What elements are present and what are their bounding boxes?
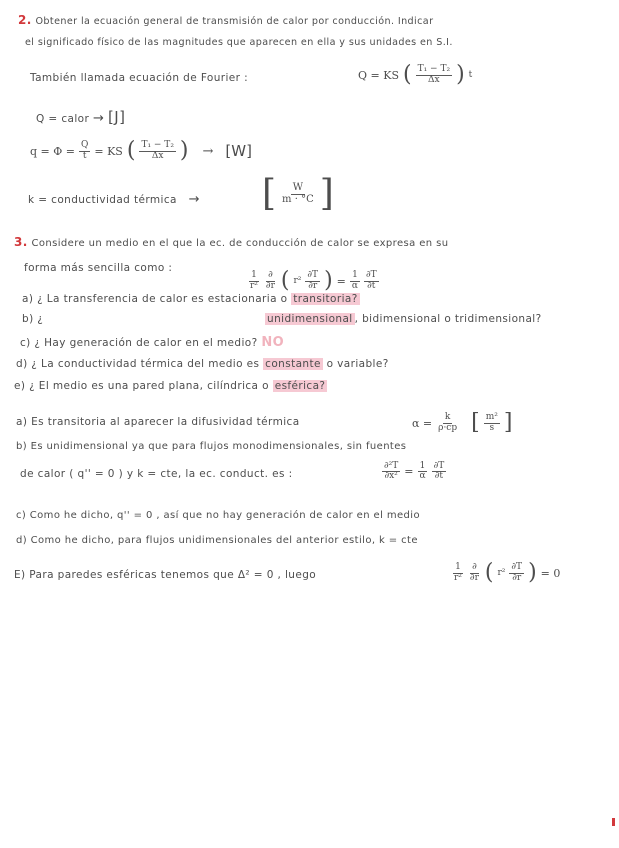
b-frac1-den: ∂x²: [384, 471, 398, 482]
fourier-tail: t: [468, 70, 473, 80]
highlight-unidimensional: unidimensional: [267, 313, 353, 325]
arrow-icon: →: [92, 111, 105, 126]
q-unit: [W]: [225, 142, 252, 160]
bracket-close: ]: [503, 410, 513, 435]
question-b: [22, 313, 542, 325]
b-frac3-num: ∂T: [433, 461, 445, 471]
k-unit-den: m · °C: [282, 193, 314, 205]
q3-intro1: [14, 235, 448, 249]
question-e: [14, 380, 327, 392]
b-frac3-den: ∂t: [434, 471, 444, 482]
question-d-text: d) ¿ La conductividad térmica del medio es: [16, 358, 260, 370]
k-unit: [262, 173, 334, 214]
question-a-text: a) ¿ La transferencia de calor es estacionaria o: [22, 293, 288, 305]
eq-frac2: [264, 271, 277, 291]
e-frac3-num: ∂T: [511, 562, 523, 573]
q3-equation: [248, 270, 379, 292]
eq-frac2-den: ∂r: [265, 280, 275, 291]
answer-b-equation: [382, 462, 446, 482]
answer-a-text: a) Es transitoria al aparecer la difusividad térmica: [16, 416, 300, 428]
arrow-icon: →: [188, 192, 200, 207]
q-lhs: q = Φ =: [30, 144, 75, 158]
eq-frac3-num: ∂T: [307, 270, 319, 281]
bracket-open: [: [262, 173, 277, 214]
b-frac3: [432, 462, 447, 482]
paren-open: (: [126, 138, 136, 163]
q2-number: 2.: [18, 13, 32, 27]
e-frac2-den: ∂r: [469, 572, 479, 583]
paren-close: ): [528, 560, 537, 585]
q2-line1-text: Obtener la ecuación general de transmisión de calor por conducción. Indicar: [35, 16, 434, 27]
fourier-lhs: Q = KS: [358, 68, 399, 82]
eq-equals: =: [336, 274, 346, 288]
Q-def-text: Q = calor: [36, 113, 90, 125]
k-def-text: k = conductividad térmica: [28, 194, 177, 206]
q2-line3: También llamada ecuación de Fourier :: [30, 72, 249, 84]
q-frac1: [79, 141, 90, 161]
question-b-tail: , bidimensional o tridimensional?: [354, 313, 542, 325]
bracket-close: ]: [319, 173, 334, 214]
paren-close: ): [179, 138, 189, 163]
eq-frac3: [305, 271, 320, 291]
eq-frac1: [248, 271, 260, 291]
fourier-equation: [358, 64, 472, 86]
b-equals: =: [404, 465, 414, 479]
question-a: [22, 293, 360, 305]
question-d: [16, 358, 389, 370]
paren-open: (: [402, 62, 412, 87]
k-unit-num: W: [292, 182, 304, 193]
paren-open: (: [280, 268, 290, 293]
eq-frac5: [364, 271, 379, 291]
q3-intro1-text: Considere un medio en el que la ec. de conducción de calor se expresa en su: [31, 238, 449, 249]
answer-b-line2: de calor ( q'' = 0 ) y k = cte, la ec. conduct. es :: [20, 468, 293, 480]
alpha-lhs: α =: [412, 416, 433, 430]
b-frac2-den: α: [419, 471, 426, 482]
question-c: [20, 335, 284, 350]
eq-frac1-num: 1: [251, 270, 257, 281]
answer-a-formula: [412, 412, 512, 434]
eq-frac2-num: ∂: [268, 270, 273, 281]
q-frac1-num: Q: [80, 140, 89, 151]
answer-c: c) Como he dicho, q'' = 0 , así que no hay generación de calor en el medio: [16, 510, 420, 521]
Q-unit: [J]: [108, 108, 126, 126]
fourier-den: Δx: [428, 74, 440, 85]
alpha-num: k: [444, 412, 451, 423]
paren-open: (: [484, 560, 494, 585]
red-margin-mark: [612, 818, 615, 826]
highlight-esferica: esférica?: [274, 380, 326, 392]
e-frac3: [509, 563, 524, 583]
Q-definition: [36, 108, 125, 126]
e-frac3-den: ∂r: [512, 572, 522, 583]
answer-d: d) Como he dicho, para flujos unidimensionales del anterior estilo, k = cte: [16, 535, 418, 546]
q2-line2: el significado físico de las magnitudes que aparecen en ella y sus unidades en S.I.: [25, 37, 453, 48]
b-frac1: [382, 462, 400, 482]
q-definition: [30, 140, 252, 162]
question-d-tail: o variable?: [326, 358, 389, 370]
q-frac1-den: t: [82, 150, 87, 161]
fourier-fraction: [416, 65, 452, 85]
eq-frac4-num: 1: [352, 270, 358, 281]
alpha-unit-den: s: [489, 422, 495, 433]
e-frac2-num: ∂: [472, 562, 477, 573]
paren-close: ): [324, 268, 333, 293]
e-frac1-num: 1: [455, 562, 461, 573]
b-frac2-num: 1: [419, 461, 426, 471]
e-frac2: [468, 563, 481, 583]
k-unit-fraction: [280, 183, 316, 205]
answer-b-line1: b) Es unidimensional ya que para flujos monodimensionales, sin fuentes: [16, 441, 407, 452]
k-definition: [28, 192, 200, 207]
answer-a: [16, 416, 300, 428]
alpha-unit: [484, 413, 500, 433]
question-c-text: c) ¿ Hay generación de calor en el medio?: [20, 337, 258, 349]
e-frac1-den: r²: [454, 572, 462, 583]
arrow-icon: →: [202, 143, 214, 159]
eq-frac4: [350, 271, 360, 291]
q-frac2-den: Δx: [151, 150, 164, 161]
q-frac2-num: T₁ − T₂: [141, 140, 174, 151]
q3-intro2: forma más sencilla como :: [24, 262, 173, 274]
question-b-text: b) ¿: [22, 313, 44, 325]
eq-frac4-den: α: [351, 280, 358, 291]
highlight-constante: constante: [265, 358, 321, 370]
fourier-num: T₁ − T₂: [417, 64, 451, 75]
eq-frac5-num: ∂T: [365, 270, 377, 281]
b-frac2: [417, 462, 427, 482]
paren-close: ): [456, 62, 465, 87]
e-inner-pre: r²: [497, 568, 506, 578]
eq-frac5-den: ∂t: [367, 280, 376, 291]
q3-number: 3.: [14, 235, 28, 249]
answer-e: [14, 569, 316, 581]
answer-no: NO: [261, 335, 285, 350]
eq-frac1-den: r²: [250, 280, 258, 291]
eq-inner-pre: r²: [293, 276, 302, 286]
e-frac1: [452, 563, 464, 583]
q-mid: = KS: [94, 144, 123, 158]
q2-line1: [18, 13, 433, 27]
e-tail: = 0: [540, 566, 561, 580]
q-frac2: [139, 141, 175, 161]
bracket-open: [: [471, 410, 480, 435]
answer-e-equation: [452, 562, 560, 584]
alpha-unit-num: m²: [485, 412, 498, 423]
eq-frac3-den: ∂r: [308, 280, 318, 291]
alpha-frac: [436, 413, 459, 433]
b-frac1-num: ∂²T: [384, 461, 399, 471]
question-e-text: e) ¿ El medio es una pared plana, cilíndrica o: [14, 380, 269, 392]
highlight-transitoria: transitoria?: [293, 293, 358, 305]
alpha-den: ρ·cp: [438, 422, 458, 433]
answer-e-text: E) Para paredes esféricas tenemos que Δ² = 0 , luego: [14, 569, 317, 581]
